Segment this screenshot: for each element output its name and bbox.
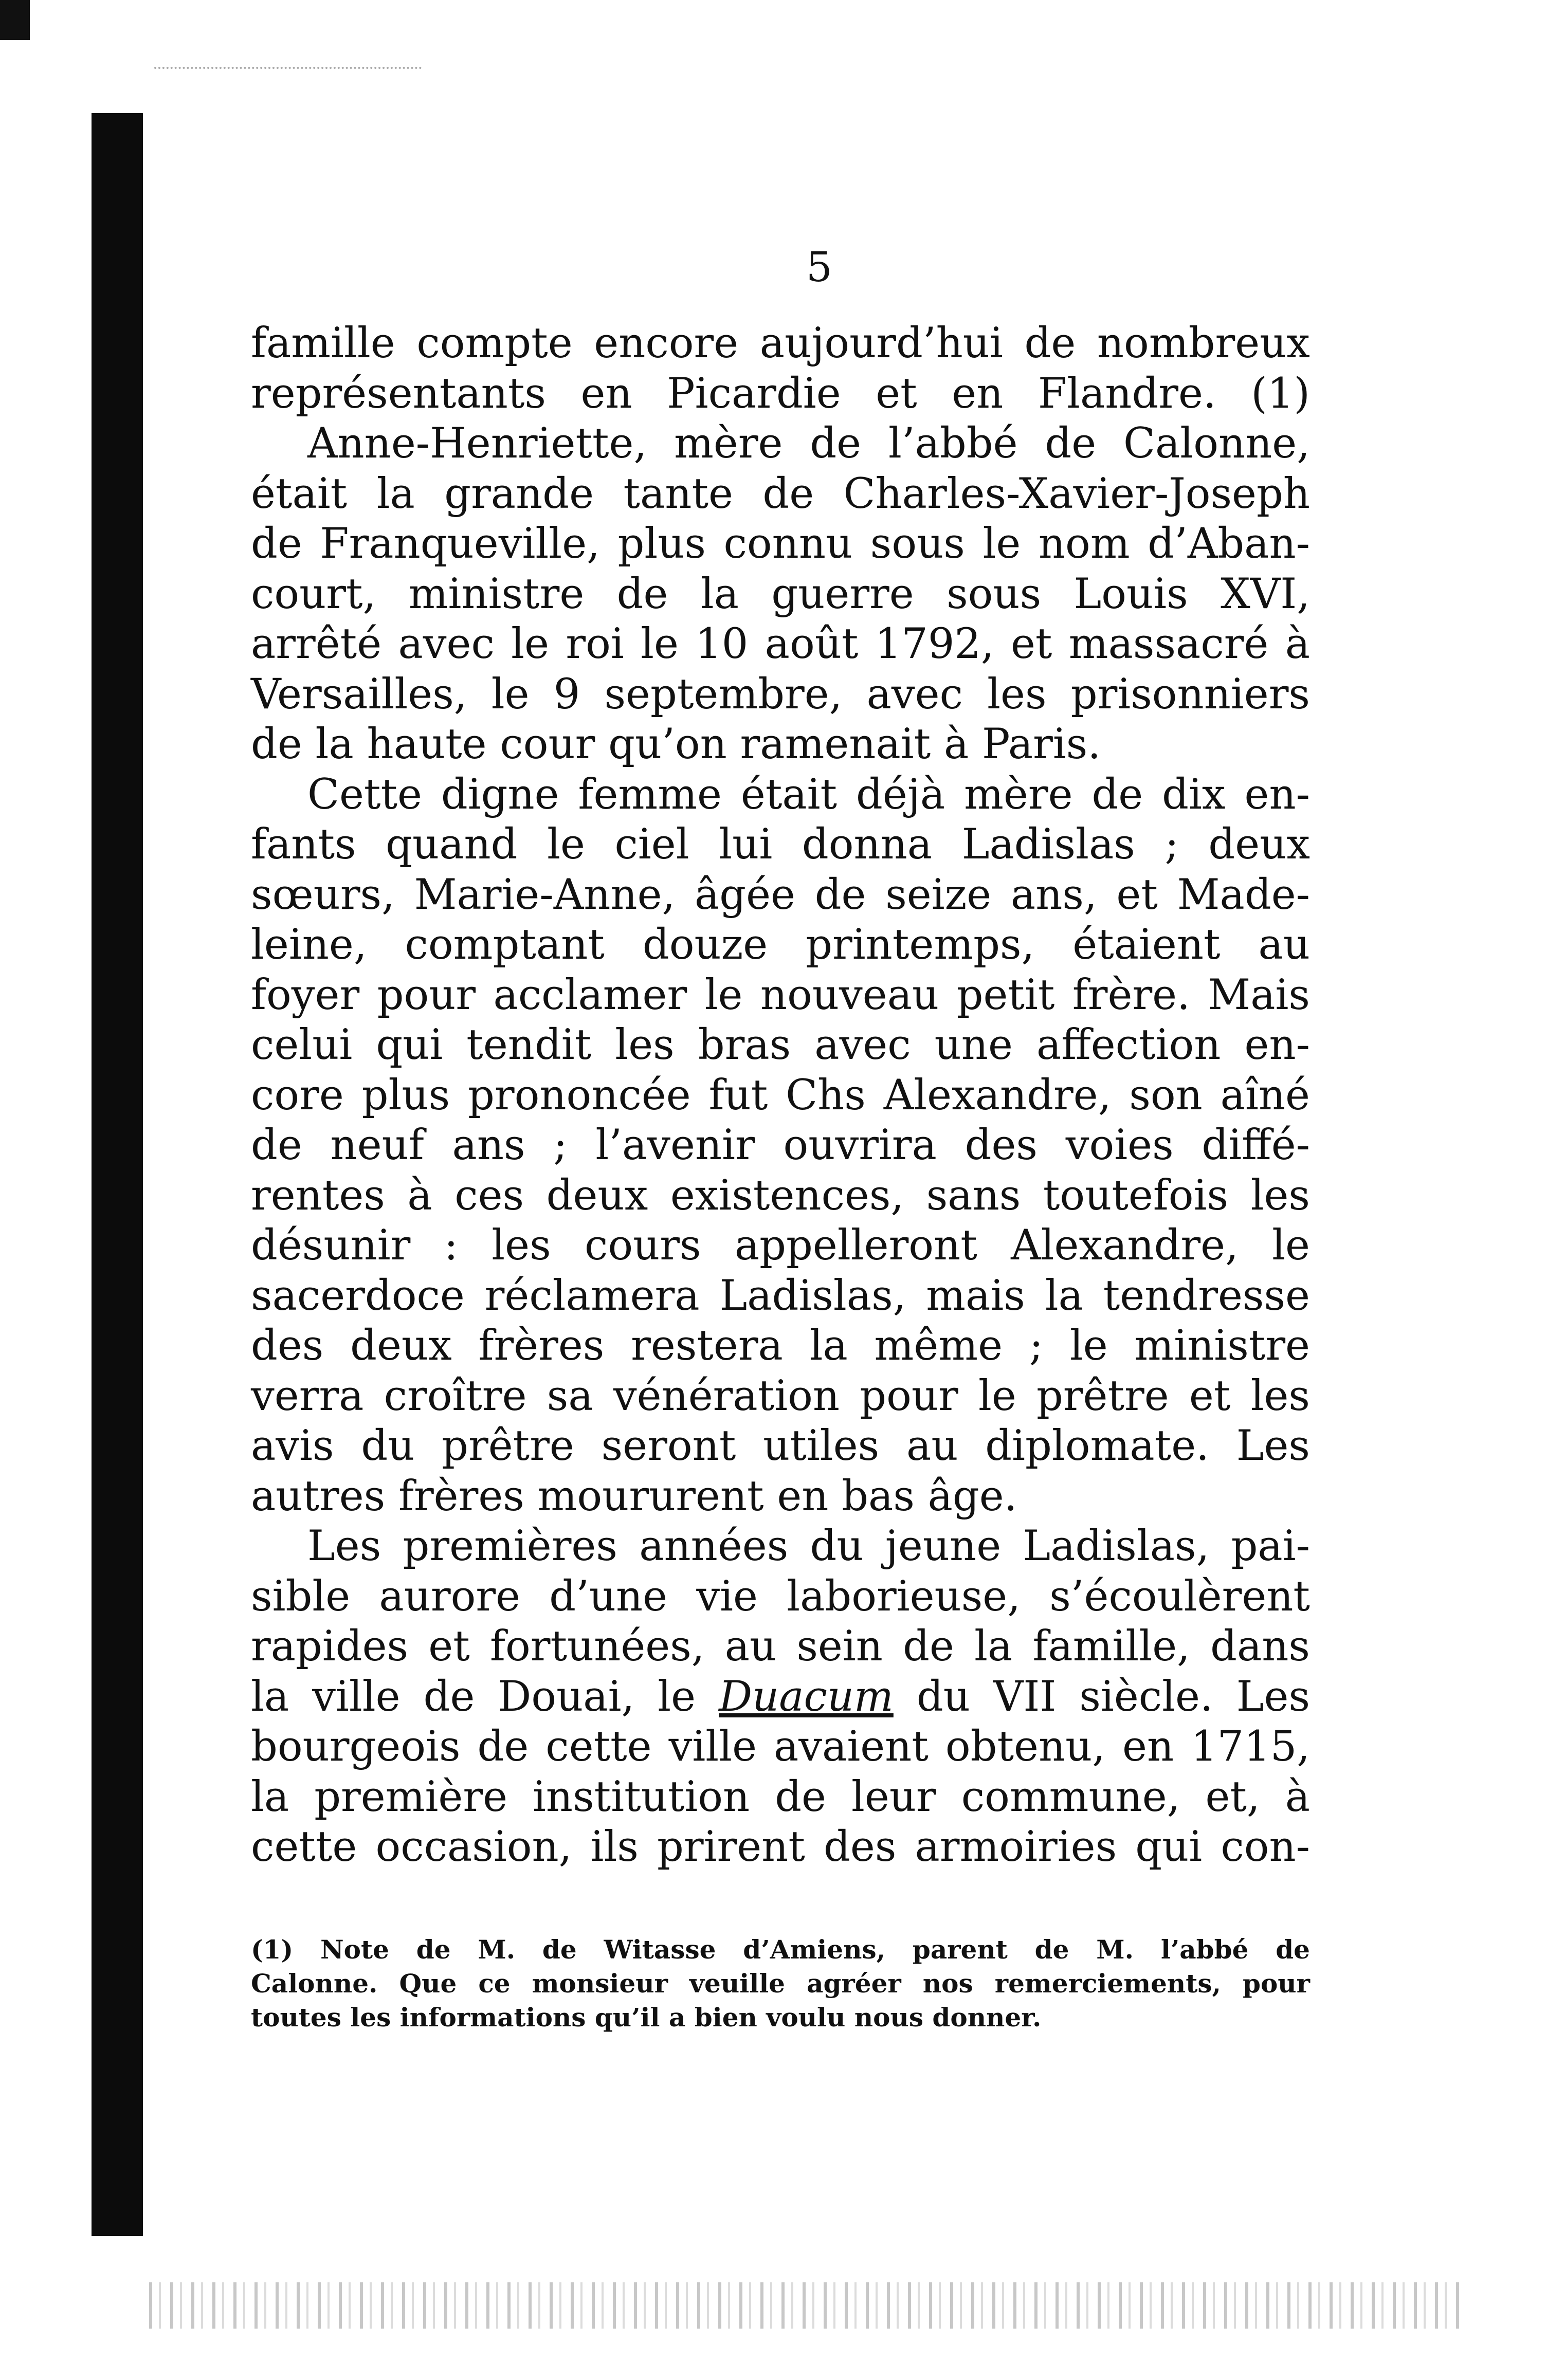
scan-corner-mark (0, 0, 30, 40)
text-line: sacerdoce réclamera Ladislas, mais la tendresse (251, 1271, 1310, 1320)
binding-shadow (92, 113, 143, 2236)
text-line: bourgeois de cette ville avaient obtenu, en 1715, (251, 1723, 1310, 1771)
text-line: Anne-Henriette, mère de l’abbé de Calonne, (307, 419, 1310, 468)
text-line: cette occasion, ils prirent des armoiries qui con- (251, 1823, 1310, 1871)
text-line: arrêté avec le roi le 10 août 1792, et massacré à (251, 620, 1310, 668)
text-line: de neuf ans ; l’avenir ouvrira des voies diffé- (251, 1121, 1310, 1169)
text-line: était la grande tante de Charles-Xavier-Joseph (251, 469, 1310, 518)
text-line: Versailles, le 9 septembre, avec les prisonniers (251, 670, 1310, 719)
text-line: Cette digne femme était déjà mère de dix en- (307, 770, 1310, 819)
text-line: verra croître sa vénération pour le prêtre et les (251, 1371, 1310, 1420)
text-line: des deux frères restera la même ; le ministre (251, 1322, 1310, 1370)
footnote-line: (1) Note de M. de Witasse d’Amiens, parent de M. l’abbé de (251, 1934, 1310, 1965)
text-line: leine, comptant douze printemps, étaient au (251, 921, 1310, 969)
body-text (251, 319, 1310, 1873)
text-line: sible aurore d’une vie laborieuse, s’écoulèrent (251, 1572, 1310, 1621)
text-line: celui qui tendit les bras avec une affection en- (251, 1021, 1310, 1069)
text-line: core plus prononcée fut Chs Alexandre, son aîné (251, 1071, 1310, 1120)
text-line: rapides et fortunées, au sein de la famille, dans (251, 1622, 1310, 1671)
text-fragment: la ville de Douai, le (251, 1672, 696, 1721)
text-fragment: du VII siècle. Les (916, 1672, 1311, 1721)
scan-noise-bottom (149, 2282, 1460, 2329)
text-line: fants quand le ciel lui donna Ladislas ; deux (251, 820, 1310, 869)
text-line: autres frères moururent en bas âge. (251, 1472, 1017, 1521)
text-line: rentes à ces deux existences, sans toutefois les (251, 1171, 1310, 1220)
text-line (251, 1672, 1310, 1723)
text-line: foyer pour acclamer le nouveau petit frère. Mais (251, 971, 1310, 1019)
footnote (251, 1933, 1310, 2035)
text-line: de la haute cour qu’on ramenait à Paris. (251, 720, 1101, 768)
latin-place-name: Duacum (719, 1672, 894, 1721)
text-line: avis du prêtre seront utiles au diplomate. Les (251, 1422, 1310, 1470)
text-line: de Franqueville, plus connu sous le nom d’Aban- (251, 520, 1310, 568)
text-line: représentants en Picardie et en Flandre. (1) (251, 369, 1310, 418)
text-line: la première institution de leur commune, et, à (251, 1772, 1310, 1821)
text-line: désunir : les cours appelleront Alexandre, le (251, 1221, 1310, 1270)
text-line: famille compte encore aujourd’hui de nombreux (251, 319, 1310, 368)
scan-noise-top (154, 67, 422, 74)
text-line: sœurs, Marie-Anne, âgée de seize ans, et Made- (251, 870, 1310, 919)
text-line: Les premières années du jeune Ladislas, pai- (307, 1522, 1310, 1570)
text-line: court, ministre de la guerre sous Louis XVI, (251, 570, 1310, 618)
footnote-line: Calonne. Que ce monsieur veuille agréer nos remerciements, pour (251, 1968, 1310, 1999)
footnote-line: toutes les informations qu’il a bien voulu nous donner. (251, 2002, 1042, 2033)
page-number: 5 (806, 243, 832, 291)
